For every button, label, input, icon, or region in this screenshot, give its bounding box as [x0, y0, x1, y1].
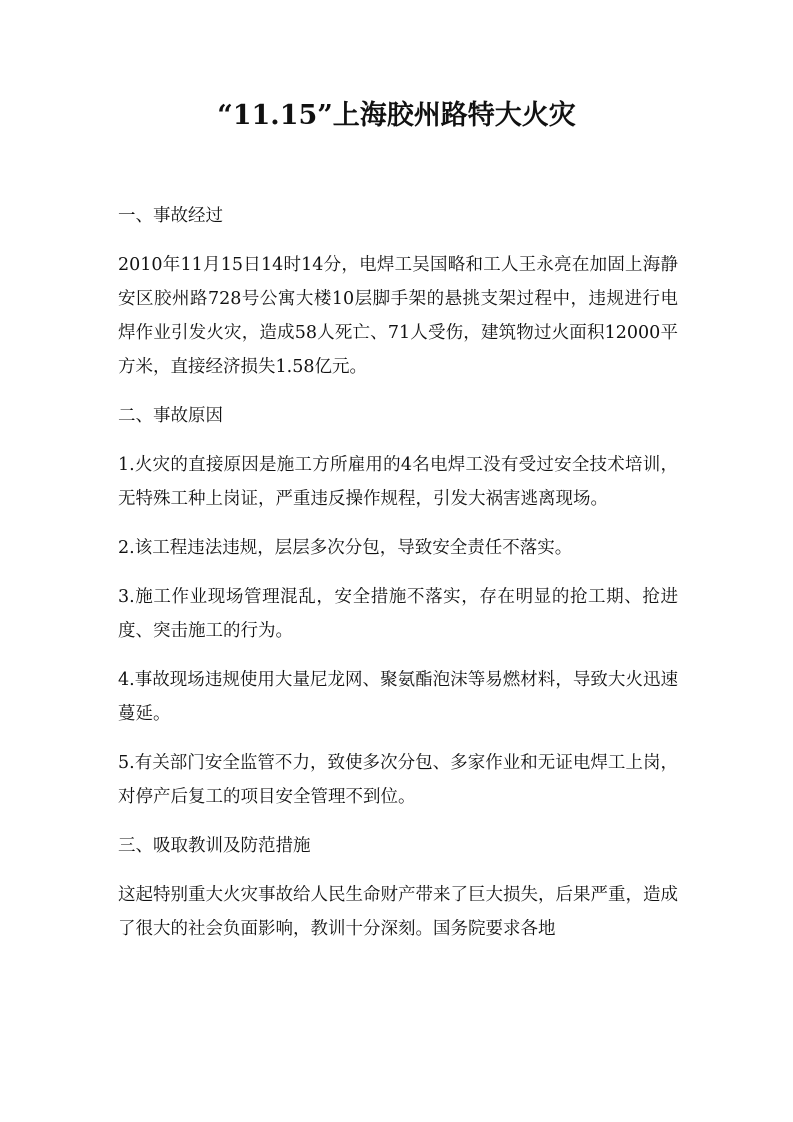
document-body [118, 199, 678, 961]
section-heading: 二、事故原因 [118, 406, 223, 426]
paragraph: 这起特别重大火灾事故给人民生命财产带来了巨大损失，后果严重，造成了很大的社会负面影响，教训十分深刻。国务院要求各地 [118, 885, 678, 939]
paragraph: 5.有关部门安全监管不力，致使多次分包、多家作业和无证电焊工上岗，对停产后复工的项目安全管理不到位。 [118, 753, 678, 807]
document-title: “11.15”上海胶州路特大火灾 [217, 100, 576, 131]
paragraph: 4.事故现场违规使用大量尼龙网、聚氨酯泡沫等易燃材料，导致大火迅速蔓延。 [118, 670, 678, 724]
paragraph: 2010年11月15日14时14分，电焊工吴国略和工人王永亮在加固上海静安区胶州路728号公寓大楼10层脚手架的悬挑支架过程中，违规进行电焊作业引发火灾，造成58人死亡、71人受伤，建筑物过火面积12000平方米，直接经济损失1.58亿元。 [118, 255, 678, 377]
paragraph: 3.施工作业现场管理混乱，安全措施不落实，存在明显的抢工期、抢进度、突击施工的行为。 [118, 587, 678, 641]
section-heading: 一、事故经过 [118, 206, 223, 226]
paragraph: 1.火灾的直接原因是施工方所雇用的4名电焊工没有受过安全技术培训，无特殊工种上岗证，严重违反操作规程，引发大祸害逃离现场。 [118, 455, 678, 509]
paragraph: 2.该工程违法违规，层层多次分包，导致安全责任不落实。 [118, 538, 573, 558]
section-heading: 三、吸取教训及防范措施 [118, 836, 311, 856]
